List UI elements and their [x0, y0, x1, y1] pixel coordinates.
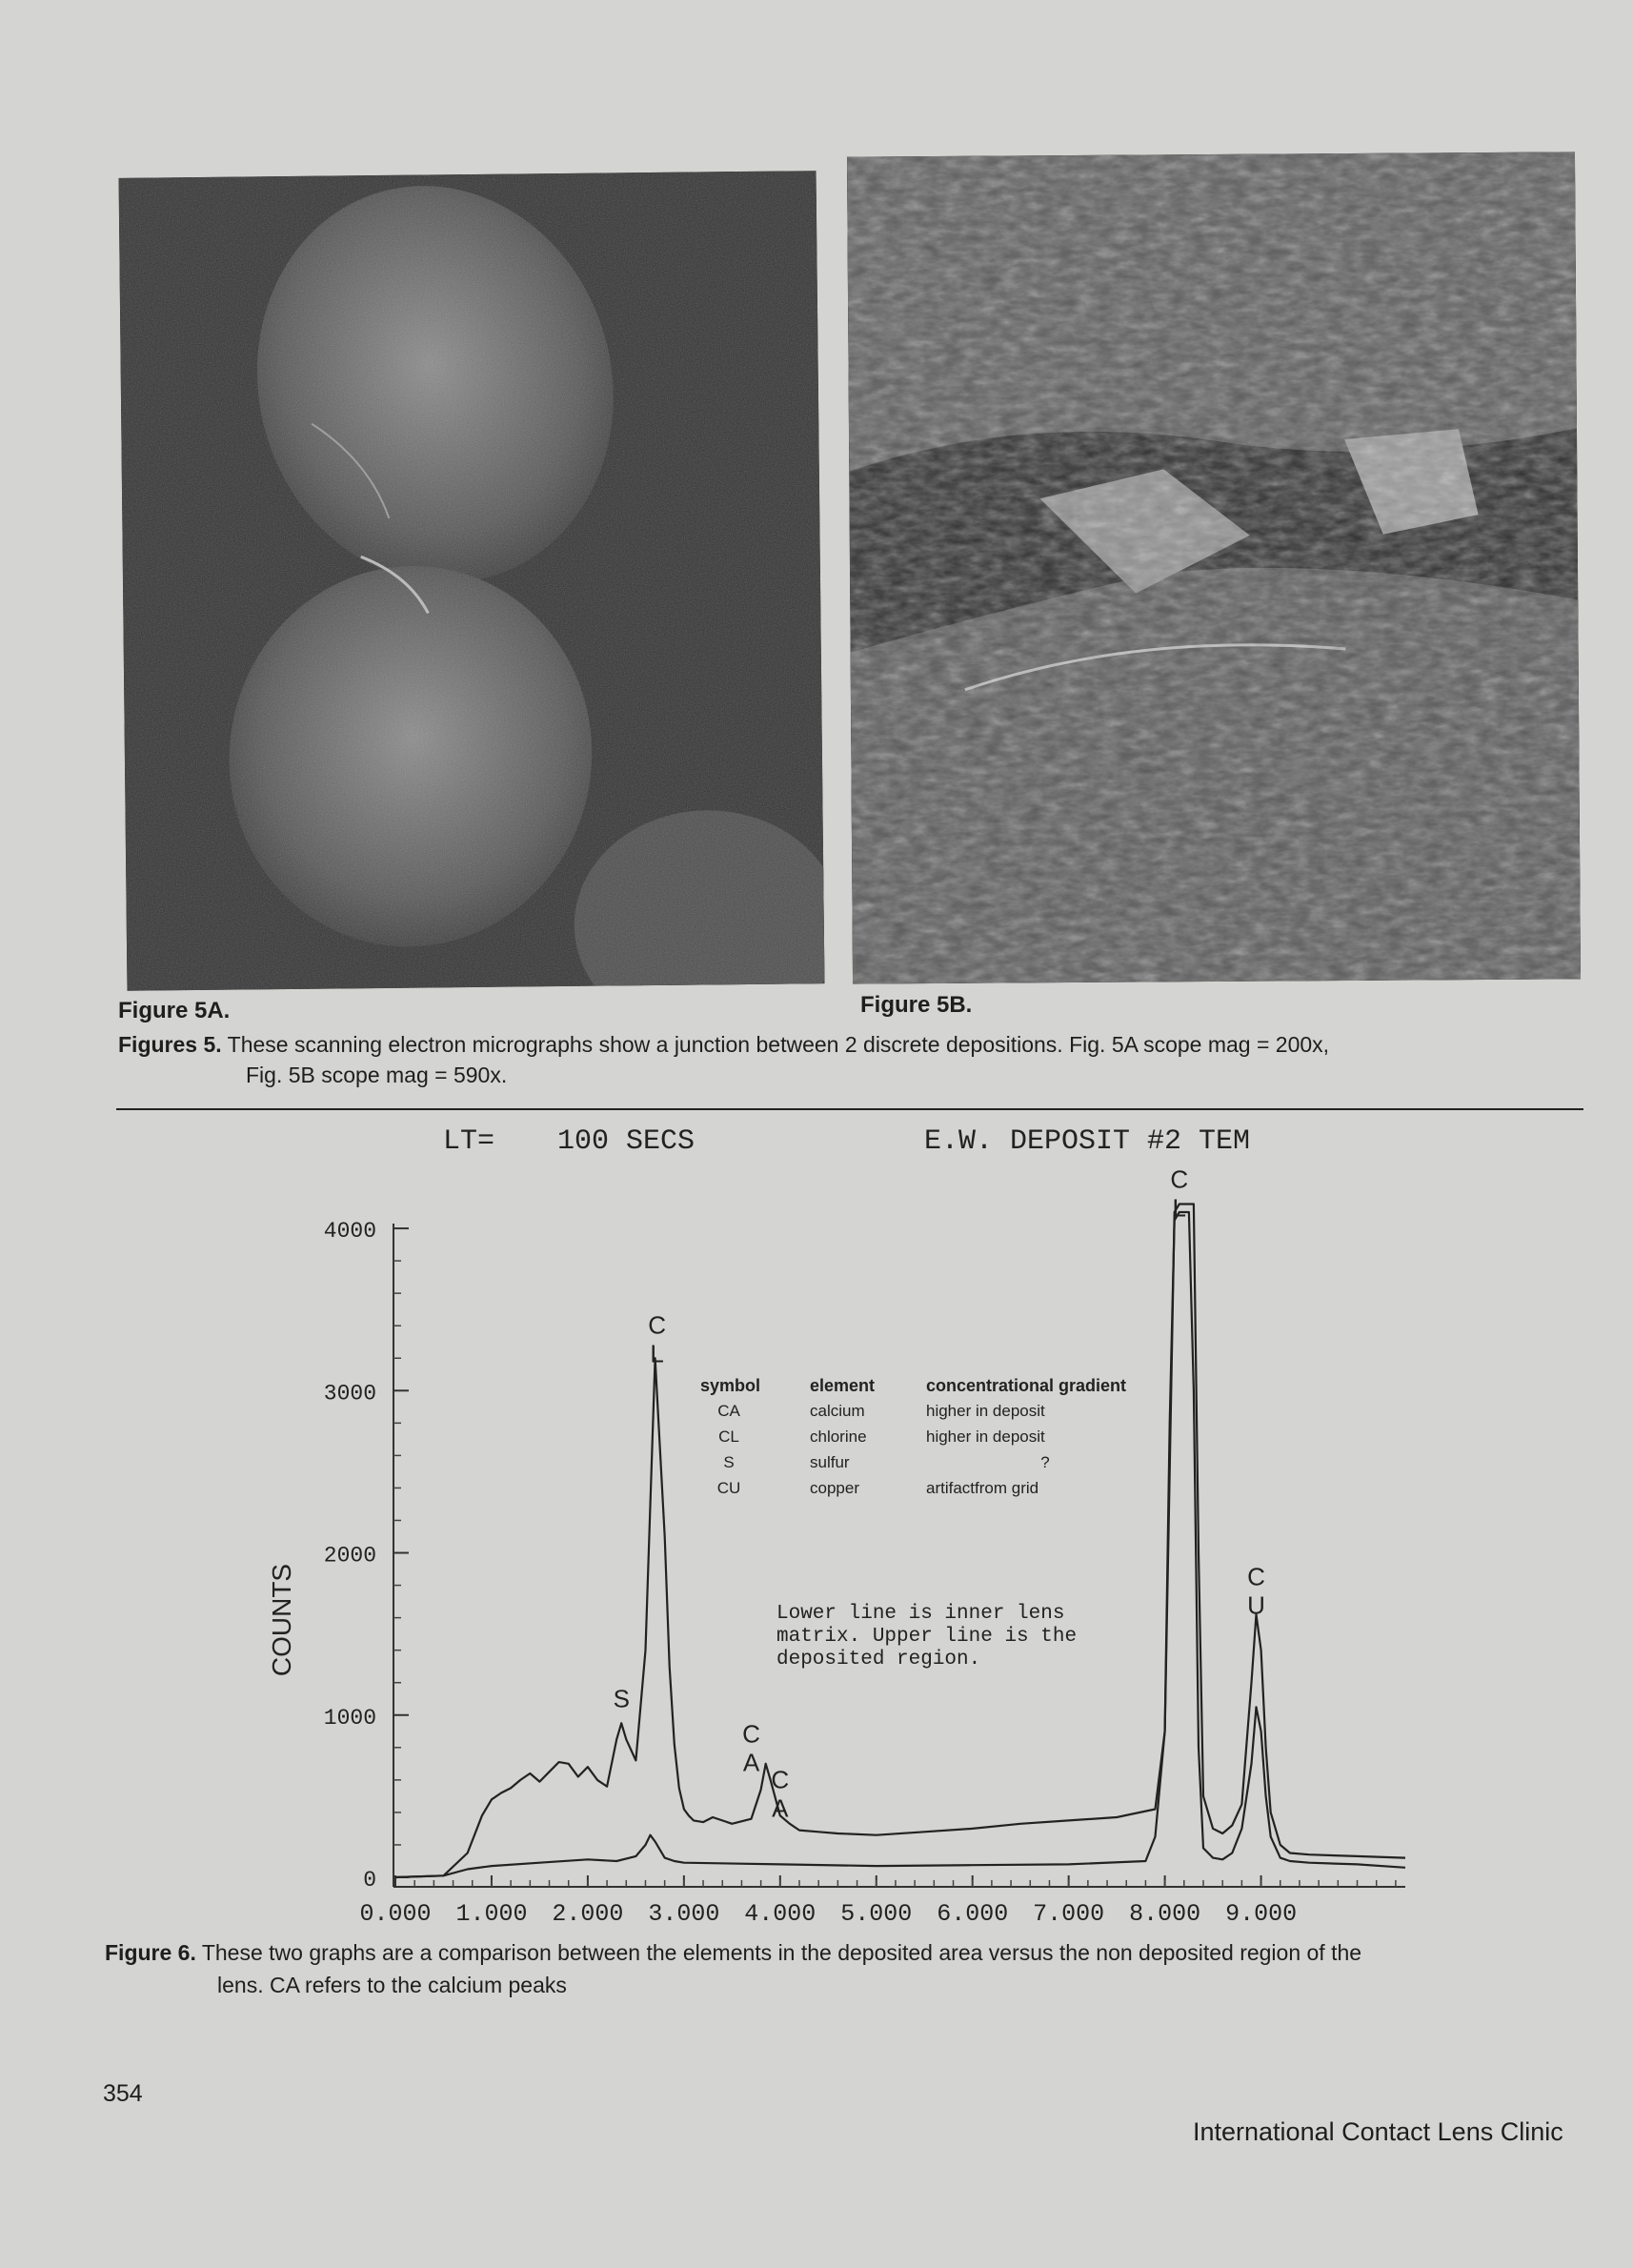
y-tick-label: 4000: [323, 1219, 376, 1245]
figure-6-caption-line1: These two graphs are a comparison between the elements in the deposited area versus the non deposited region of the: [201, 1940, 1362, 1965]
series-line-inner-matrix: [395, 1212, 1405, 1877]
legend-header: concentrational gradient: [926, 1376, 1127, 1395]
legend-cell: higher in deposit: [926, 1402, 1045, 1420]
x-tick-label: 7.000: [1033, 1900, 1105, 1928]
figure-6-caption: [105, 1940, 1361, 1966]
x-tick-label: 0.000: [359, 1900, 432, 1928]
peak-label-line: C: [1247, 1562, 1265, 1591]
figure-5-caption-line2: Fig. 5B scope mag = 590x.: [246, 1063, 508, 1087]
page-number: 354: [103, 2080, 143, 2107]
legend-cell: sulfur: [810, 1453, 850, 1471]
x-tick-label: 2.000: [552, 1900, 624, 1928]
peak-label-line: C: [771, 1765, 790, 1794]
peak-label-line: S: [613, 1684, 630, 1713]
figure-6-caption-line2: lens. CA refers to the calcium peaks: [217, 1973, 567, 1997]
x-tick-label: 3.000: [648, 1900, 720, 1928]
y-axis-label: COUNTS: [267, 1563, 296, 1677]
legend-cell: ?: [1040, 1453, 1050, 1471]
header-left-value: 100 SECS: [557, 1125, 696, 1158]
annotation-line: deposited region.: [776, 1649, 981, 1671]
peak-label: [1247, 1563, 1265, 1620]
chart-axes: [393, 1224, 1405, 1887]
micrograph-5b: [847, 152, 1581, 983]
chart-header-right: E.W. DEPOSIT #2 TEM: [924, 1125, 1251, 1158]
micrograph-5a: [119, 171, 825, 991]
x-tick-label: 6.000: [937, 1900, 1009, 1928]
y-tick-label: 1000: [323, 1705, 376, 1731]
peak-label-line: A: [772, 1793, 789, 1823]
x-tick-label: 9.000: [1225, 1900, 1298, 1928]
peak-label-line: C: [648, 1310, 666, 1340]
peak-label-line: L: [650, 1339, 664, 1368]
legend-cell: copper: [810, 1479, 859, 1497]
x-tick-label: 4.000: [744, 1900, 816, 1928]
legend-cell: CL: [718, 1428, 739, 1446]
x-tick-label: 5.000: [840, 1900, 913, 1928]
figure-5-caption: [118, 1030, 1329, 1059]
journal-name: International Contact Lens Clinic: [1193, 2117, 1563, 2146]
peak-label-line: C: [1170, 1164, 1189, 1194]
figure-5-caption-lead: Figures 5.: [118, 1032, 222, 1057]
legend-cell: CU: [716, 1479, 741, 1497]
x-tick-label: 1.000: [455, 1900, 528, 1928]
legend-cell: S: [723, 1453, 735, 1471]
figure-5-caption-line1: These scanning electron micrographs show a junction between 2 discrete depositions. Fig. 5A scope mag = 200x,: [227, 1032, 1330, 1057]
annotation-line: matrix. Upper line is the: [776, 1626, 1078, 1648]
peak-label: [648, 1311, 666, 1368]
figure-5a-label: Figure 5A.: [118, 998, 231, 1023]
legend-cell: artifactfrom grid: [926, 1479, 1039, 1497]
header-left-label: LT=: [443, 1125, 495, 1158]
peak-label: [1170, 1164, 1188, 1222]
peak-label: [771, 1765, 789, 1822]
figure-6-caption-lead: Figure 6.: [105, 1940, 196, 1965]
legend-table: [700, 1376, 1126, 1497]
legend-cell: CA: [717, 1402, 740, 1420]
y-ticks: [324, 1219, 409, 1893]
peak-label-line: A: [742, 1748, 760, 1777]
peak-label: [742, 1720, 760, 1777]
y-tick-label: 0: [363, 1868, 376, 1893]
spectrum-chart: [248, 1115, 1429, 1954]
peak-label-line: U: [1247, 1590, 1265, 1620]
y-tick-label: 3000: [323, 1381, 376, 1407]
x-tick-label: 8.000: [1129, 1900, 1201, 1928]
legend-header: element: [810, 1376, 876, 1395]
legend-cell: chlorine: [810, 1428, 867, 1446]
x-ticks: [359, 1875, 1395, 1928]
legend-cell: calcium: [810, 1402, 865, 1420]
legend-cell: higher in deposit: [926, 1428, 1045, 1446]
legend-header: symbol: [700, 1376, 761, 1395]
peak-label-line: L: [1172, 1193, 1186, 1223]
peak-label: [614, 1684, 630, 1712]
section-divider: [116, 1108, 1583, 1110]
y-tick-label: 2000: [323, 1543, 376, 1569]
series-line-deposited: [395, 1205, 1405, 1878]
annotation-line: Lower line is inner lens: [776, 1603, 1065, 1625]
peak-label-line: C: [742, 1719, 760, 1749]
series-group: [395, 1205, 1405, 1878]
figure-5b-label: Figure 5B.: [860, 992, 973, 1018]
chart-annotation: [776, 1603, 1077, 1671]
